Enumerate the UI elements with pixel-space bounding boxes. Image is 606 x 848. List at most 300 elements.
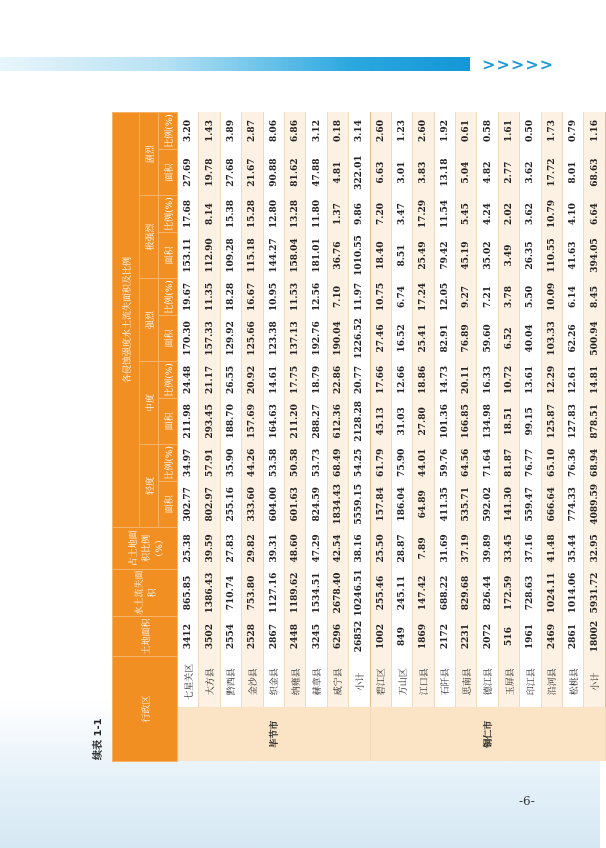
value-cell: 188.70 [220,398,241,444]
value-cell: 59.76 [434,444,455,481]
value-cell: 35.02 [477,232,498,278]
value-cell: 12.80 [263,196,284,233]
value-cell: 7.10 [327,279,348,316]
value-cell: 8.51 [391,232,412,278]
value-cell: 4089.59 [584,481,605,527]
value-cell: 5.04 [456,150,477,196]
value-cell: 5.50 [520,279,541,316]
value-cell: 192.76 [306,315,327,361]
value-cell: 170.30 [178,315,199,361]
value-cell: 211.98 [178,398,199,444]
value-cell: 9.27 [456,279,477,316]
value-cell: 37.16 [520,527,541,569]
value-cell: 5559.15 [349,481,370,527]
value-cell: 109.28 [220,232,241,278]
value-cell: 3.12 [306,113,327,150]
header-pct: 比例(%) [159,113,178,150]
header-erosion-area: 水土流失面积 [113,569,178,616]
value-cell: 0.79 [563,113,584,150]
table-body [178,113,606,762]
value-cell: 17.75 [284,362,305,399]
value-cell: 3.78 [498,279,519,316]
value-cell: 0.18 [327,113,348,150]
value-cell: 18.40 [370,232,391,278]
value-cell: 559.47 [520,481,541,527]
value-cell: 753.80 [242,569,263,616]
value-cell: 6296 [327,617,348,657]
county-cell: 织金县 [263,657,284,707]
table-row [413,113,434,762]
header-intensity-group: 各侵蚀强度水土流失面积及比例 [113,113,140,528]
value-cell: 39.59 [199,527,220,569]
value-cell: 302.77 [178,481,199,527]
value-cell: 115.18 [242,232,263,278]
value-cell: 19.67 [178,279,199,316]
value-cell: 166.85 [456,398,477,444]
value-cell: 2448 [284,617,305,657]
value-cell: 1.61 [498,113,519,150]
value-cell: 68.94 [584,444,605,481]
value-cell: 24.48 [178,362,199,399]
value-cell: 6.74 [391,279,412,316]
county-cell: 赫章县 [306,657,327,707]
value-cell: 40.04 [520,315,541,361]
value-cell: 2554 [220,617,241,657]
county-cell: 七星关区 [178,657,199,707]
table-row [584,113,605,762]
value-cell: 2231 [456,617,477,657]
value-cell: 20.92 [242,362,263,399]
county-cell: 黔西县 [220,657,241,707]
value-cell: 16.67 [242,279,263,316]
value-cell: 2.77 [498,150,519,196]
value-cell: 112.90 [199,232,220,278]
county-cell: 玉屏县 [498,657,519,707]
value-cell: 13.18 [434,150,455,196]
value-cell: 211.20 [284,398,305,444]
value-cell: 1014.06 [563,569,584,616]
value-cell: 68.63 [584,150,605,196]
value-cell: 47.29 [306,527,327,569]
value-cell: 34.97 [178,444,199,481]
value-cell: 81.62 [284,150,305,196]
value-cell: 186.04 [391,481,412,527]
value-cell: 7.89 [413,527,434,569]
value-cell: 17.68 [178,196,199,233]
value-cell: 333.60 [242,481,263,527]
table-row [327,113,348,762]
value-cell: 826.44 [477,569,498,616]
value-cell: 36.76 [327,232,348,278]
value-cell: 8.01 [563,150,584,196]
value-cell: 10246.51 [349,569,370,616]
value-cell: 1961 [520,617,541,657]
value-cell: 1.43 [199,113,220,150]
value-cell: 42.54 [327,527,348,569]
value-cell: 1.37 [327,196,348,233]
value-cell: 17.66 [370,362,391,399]
value-cell: 3.20 [178,113,199,150]
value-cell: 64.89 [413,481,434,527]
value-cell: 604.00 [263,481,284,527]
value-cell: 2861 [563,617,584,657]
value-cell: 157.33 [199,315,220,361]
table-row [349,113,370,762]
value-cell: 7.20 [370,196,391,233]
value-cell: 2469 [541,617,562,657]
value-cell: 0.61 [456,113,477,150]
value-cell: 44.01 [413,444,434,481]
value-cell: 255.16 [220,481,241,527]
value-cell: 2867 [263,617,284,657]
table-header [113,113,178,762]
value-cell: 245.11 [391,569,412,616]
value-cell: 11.53 [284,279,305,316]
value-cell: 18.79 [306,362,327,399]
value-cell: 27.80 [413,398,434,444]
value-cell: 41.63 [563,232,584,278]
value-cell: 2072 [477,617,498,657]
value-cell: 14.81 [584,362,605,399]
value-cell: 25.50 [370,527,391,569]
value-cell: 10.09 [541,279,562,316]
value-cell: 125.87 [541,398,562,444]
prefecture-cell: 毕节市 [178,707,371,762]
county-cell: 沿河县 [541,657,562,707]
header-area: 面积 [159,150,178,196]
rotated-table [86,112,602,762]
value-cell: 829.68 [456,569,477,616]
value-cell: 47.88 [306,150,327,196]
value-cell: 35.90 [220,444,241,481]
value-cell: 6.52 [498,315,519,361]
value-cell: 1.23 [391,113,412,150]
value-cell: 22.86 [327,362,348,399]
value-cell: 144.27 [263,232,284,278]
value-cell: 76.89 [456,315,477,361]
value-cell: 18002 [584,617,605,657]
value-cell: 601.63 [284,481,305,527]
value-cell: 322.01 [349,150,370,196]
county-cell: 江口县 [413,657,434,707]
value-cell: 11.97 [349,279,370,316]
header-level-very-intense: 极强烈 [140,196,159,279]
value-cell: 3.14 [349,113,370,150]
value-cell: 3.83 [413,150,434,196]
value-cell: 27.69 [178,150,199,196]
table-caption: 续表 1-1 [93,718,104,760]
value-cell: 25.49 [413,232,434,278]
value-cell: 3.01 [391,150,412,196]
county-cell: 小计 [349,657,370,707]
county-cell: 松桃县 [563,657,584,707]
value-cell: 824.59 [306,481,327,527]
value-cell: 10.79 [541,196,562,233]
header-ratio: 占土地面积比例（%） [113,527,178,569]
value-cell: 26852 [349,617,370,657]
value-cell: 14.73 [434,362,455,399]
table-row [284,113,305,762]
header-level-moderate: 中度 [140,362,159,445]
value-cell: 516 [498,617,519,657]
value-cell: 10.95 [263,279,284,316]
value-cell: 141.30 [498,481,519,527]
table-row [306,113,327,762]
value-cell: 57.91 [199,444,220,481]
value-cell: 39.89 [477,527,498,569]
value-cell: 411.35 [434,481,455,527]
value-cell: 288.27 [306,398,327,444]
value-cell: 2678.40 [327,569,348,616]
value-cell: 75.90 [391,444,412,481]
value-cell: 27.83 [220,527,241,569]
value-cell: 53.58 [263,444,284,481]
value-cell: 53.73 [306,444,327,481]
value-cell: 1534.51 [306,569,327,616]
value-cell: 48.60 [284,527,305,569]
value-cell: 28.87 [391,527,412,569]
value-cell: 18.28 [220,279,241,316]
value-cell: 849 [391,617,412,657]
value-cell: 12.56 [306,279,327,316]
value-cell: 33.45 [498,527,519,569]
value-cell: 6.63 [370,150,391,196]
value-cell: 255.46 [370,569,391,616]
value-cell: 4.81 [327,150,348,196]
value-cell: 13.61 [520,362,541,399]
value-cell: 535.71 [456,481,477,527]
value-cell: 12.61 [563,362,584,399]
value-cell: 90.88 [263,150,284,196]
header-pct: 比例(%) [159,196,178,233]
header-pct: 比例(%) [159,362,178,399]
value-cell: 45.13 [370,398,391,444]
value-cell: 41.48 [541,527,562,569]
value-cell: 17.24 [413,279,434,316]
value-cell: 17.72 [541,150,562,196]
value-cell: 81.87 [498,444,519,481]
value-cell: 21.17 [199,362,220,399]
header-land-area: 土地面积 [113,617,178,657]
chevron-decoration: >>>>> [482,55,555,74]
value-cell: 65.10 [541,444,562,481]
value-cell: 5931.72 [584,569,605,616]
table-row [178,113,199,762]
value-cell: 101.36 [434,398,455,444]
county-cell: 德江县 [477,657,498,707]
value-cell: 15.28 [242,196,263,233]
value-cell: 3412 [178,617,199,657]
header-level-intense: 强烈 [140,279,159,362]
value-cell: 68.49 [327,444,348,481]
value-cell: 35.44 [563,527,584,569]
value-cell: 592.02 [477,481,498,527]
value-cell: 76.77 [520,444,541,481]
value-cell: 18.86 [413,362,434,399]
value-cell: 1.92 [434,113,455,150]
table-row [370,113,391,762]
header-area: 面积 [159,232,178,278]
value-cell: 4.82 [477,150,498,196]
value-cell: 1.73 [541,113,562,150]
value-cell: 13.28 [284,196,305,233]
value-cell: 6.64 [584,196,605,233]
value-cell: 20.11 [456,362,477,399]
value-cell: 134.98 [477,398,498,444]
value-cell: 44.26 [242,444,263,481]
value-cell: 4.10 [563,196,584,233]
value-cell: 1024.11 [541,569,562,616]
county-cell: 碧江区 [370,657,391,707]
value-cell: 1002 [370,617,391,657]
county-cell: 纳雍县 [284,657,305,707]
header-gradient-bar [0,57,470,71]
value-cell: 157.69 [242,398,263,444]
value-cell: 9.86 [349,196,370,233]
value-cell: 2528 [242,617,263,657]
value-cell: 688.22 [434,569,455,616]
table-row [541,113,562,762]
value-cell: 293.45 [199,398,220,444]
value-cell: 8.14 [199,196,220,233]
table-row [263,113,284,762]
value-cell: 153.11 [178,232,199,278]
value-cell: 2.87 [242,113,263,150]
table-row [498,113,519,762]
county-cell: 金沙县 [242,657,263,707]
value-cell: 3502 [199,617,220,657]
value-cell: 26.55 [220,362,241,399]
value-cell: 1127.16 [263,569,284,616]
value-cell: 865.85 [178,569,199,616]
table-row [563,113,584,762]
value-cell: 50.58 [284,444,305,481]
value-cell: 3.62 [520,150,541,196]
value-cell: 21.67 [242,150,263,196]
value-cell: 8.06 [263,113,284,150]
value-cell: 7.21 [477,279,498,316]
value-cell: 29.82 [242,527,263,569]
value-cell: 76.36 [563,444,584,481]
header-pct: 比例(%) [159,279,178,316]
header-area: 面积 [159,315,178,361]
value-cell: 2.02 [498,196,519,233]
page-number: -6- [519,794,535,808]
value-cell: 1189.62 [284,569,305,616]
value-cell: 26.35 [520,232,541,278]
value-cell: 11.35 [199,279,220,316]
value-cell: 666.64 [541,481,562,527]
header-area: 面积 [159,398,178,444]
header-pct: 比例(%) [159,444,178,481]
value-cell: 12.66 [391,362,412,399]
value-cell: 54.25 [349,444,370,481]
value-cell: 710.74 [220,569,241,616]
county-cell: 思南县 [456,657,477,707]
value-cell: 64.56 [456,444,477,481]
value-cell: 774.33 [563,481,584,527]
value-cell: 18.51 [498,398,519,444]
value-cell: 123.38 [263,315,284,361]
header-level-light: 轻度 [140,444,159,527]
value-cell: 1226.52 [349,315,370,361]
value-cell: 158.04 [284,232,305,278]
value-cell: 3.49 [498,232,519,278]
value-cell: 5.45 [456,196,477,233]
county-cell: 威宁县 [327,657,348,707]
value-cell: 27.68 [220,150,241,196]
value-cell: 129.92 [220,315,241,361]
value-cell: 878.51 [584,398,605,444]
erosion-table [112,112,606,762]
value-cell: 2128.28 [349,398,370,444]
table-row [434,113,455,762]
value-cell: 62.26 [563,315,584,361]
value-cell: 1.16 [584,113,605,150]
value-cell: 82.91 [434,315,455,361]
value-cell: 157.84 [370,481,391,527]
value-cell: 37.19 [456,527,477,569]
value-cell: 17.29 [413,196,434,233]
table-row [477,113,498,762]
value-cell: 71.64 [477,444,498,481]
table-row [520,113,541,762]
county-cell: 石阡县 [434,657,455,707]
value-cell: 3.47 [391,196,412,233]
header-level-severe: 剧烈 [140,113,159,196]
value-cell: 0.58 [477,113,498,150]
value-cell: 127.83 [563,398,584,444]
county-cell: 万山区 [391,657,412,707]
value-cell: 3245 [306,617,327,657]
value-cell: 728.63 [520,569,541,616]
value-cell: 99.15 [520,398,541,444]
value-cell: 20.77 [349,362,370,399]
value-cell: 38.16 [349,527,370,569]
value-cell: 500.94 [584,315,605,361]
table-row [391,113,412,762]
value-cell: 103.33 [541,315,562,361]
header-region: 行政区 [113,657,178,762]
value-cell: 147.42 [413,569,434,616]
value-cell: 32.95 [584,527,605,569]
value-cell: 79.42 [434,232,455,278]
value-cell: 1010.55 [349,232,370,278]
value-cell: 3.62 [520,196,541,233]
county-cell: 印江县 [520,657,541,707]
value-cell: 1834.43 [327,481,348,527]
value-cell: 10.72 [498,362,519,399]
table-row [242,113,263,762]
value-cell: 19.78 [199,150,220,196]
value-cell: 2.60 [413,113,434,150]
value-cell: 12.05 [434,279,455,316]
value-cell: 2.60 [370,113,391,150]
value-cell: 190.04 [327,315,348,361]
county-cell: 大方县 [199,657,220,707]
value-cell: 16.52 [391,315,412,361]
value-cell: 612.36 [327,398,348,444]
value-cell: 15.38 [220,196,241,233]
value-cell: 25.41 [413,315,434,361]
value-cell: 11.80 [306,196,327,233]
value-cell: 394.05 [584,232,605,278]
value-cell: 31.69 [434,527,455,569]
value-cell: 137.13 [284,315,305,361]
value-cell: 802.97 [199,481,220,527]
value-cell: 110.55 [541,232,562,278]
value-cell: 6.14 [563,279,584,316]
